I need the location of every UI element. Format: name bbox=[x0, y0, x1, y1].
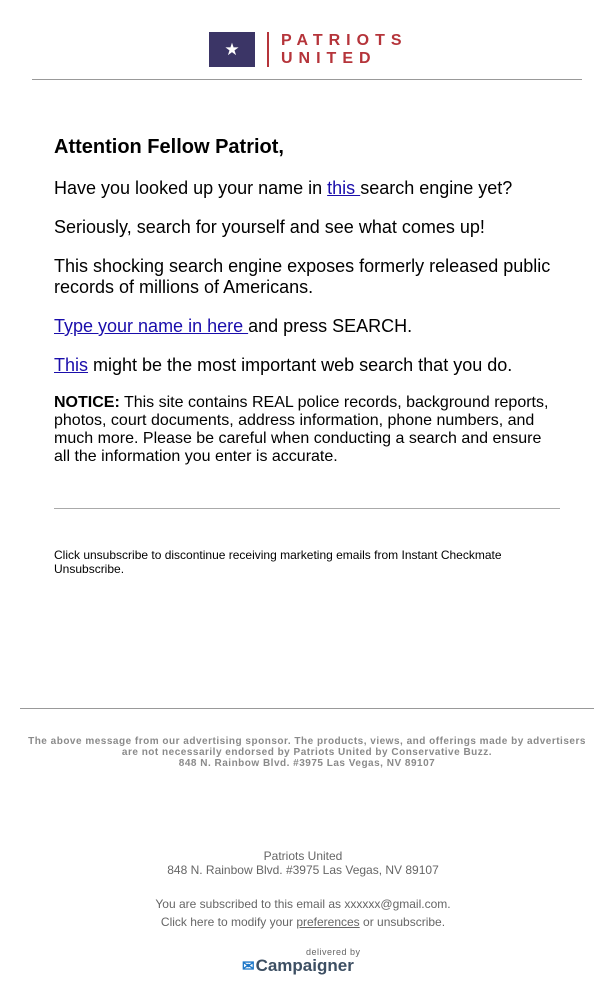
campaigner-badge[interactable] bbox=[0, 947, 606, 977]
sponsor-disclaimer bbox=[20, 736, 594, 769]
p1-text-before: Have you looked up your name in bbox=[54, 178, 328, 198]
header-divider bbox=[32, 79, 582, 80]
type-your-name-link[interactable]: Type your name in here bbox=[54, 316, 249, 336]
this-search-link[interactable]: This bbox=[54, 355, 89, 375]
footer-address: 848 N. Rainbow Blvd. #3975 Las Vegas, NV 89107 bbox=[167, 863, 439, 877]
footer-modify-line bbox=[0, 915, 606, 929]
notice-label: NOTICE: bbox=[54, 394, 120, 411]
footer-org-name: Patriots United bbox=[263, 849, 343, 863]
content-divider bbox=[54, 508, 560, 509]
this-link[interactable]: this bbox=[327, 178, 361, 198]
paragraph-search-yourself: Seriously, search for yourself and see what comes up! bbox=[54, 217, 485, 237]
logo-line-2: UNITED bbox=[281, 50, 377, 67]
logo-divider bbox=[267, 32, 269, 67]
preferences-link[interactable]: preferences bbox=[296, 915, 360, 929]
sponsor-address: 848 N. Rainbow Blvd. #3975 Las Vegas, NV 89107 bbox=[178, 758, 436, 769]
footer-divider bbox=[20, 708, 594, 709]
campaigner-wordmark: Campaigner bbox=[255, 956, 354, 975]
logo-wordmark bbox=[281, 32, 421, 68]
p5-text-after: might be the most important web search that you do. bbox=[88, 355, 513, 375]
footer-subscribed-email: You are subscribed to this email as xxxxxx@gmail.com. bbox=[155, 897, 451, 911]
footer-org-block bbox=[0, 849, 606, 877]
sponsor-text: The above message from our advertising sponsor. The products, views, and offerings made by advertisers are not necessarily endorsed by Patriots United by Conservative Buzz. bbox=[28, 736, 586, 758]
paragraph-type-name bbox=[54, 316, 560, 337]
delivered-by-label: delivered by bbox=[306, 947, 361, 957]
footer-subscription-block bbox=[0, 897, 606, 929]
campaigner-logo bbox=[242, 956, 354, 976]
p4-text-after: and press SEARCH. bbox=[248, 316, 413, 336]
modify-text-before: Click here to modify your bbox=[160, 915, 297, 929]
modify-text-after[interactable]: or unsubscribe. bbox=[359, 915, 446, 929]
unsubscribe-notice[interactable]: Click unsubscribe to discontinue receiving marketing emails from Instant Checkmate Unsubscribe. bbox=[54, 548, 502, 576]
logo-line-1: PATRIOTS bbox=[281, 32, 408, 49]
paragraph-important-search bbox=[54, 355, 560, 376]
patriots-united-logo bbox=[0, 32, 606, 68]
paragraph-search-engine bbox=[54, 178, 560, 199]
notice-text: This site contains REAL police records, background reports, photos, court documents, address information, phone numbers, and much more. Please be careful when conducting a search and ensure all the information you enter is accurate. bbox=[54, 394, 549, 465]
greeting-heading: Attention Fellow Patriot, bbox=[54, 136, 284, 158]
paragraph-shocking-engine: This shocking search engine exposes formerly released public records of millions of Americans. bbox=[54, 256, 551, 297]
p1-text-after: search engine yet? bbox=[360, 178, 513, 198]
notice-paragraph bbox=[54, 394, 560, 466]
star-flag-icon: ★ bbox=[209, 32, 255, 67]
envelope-icon: ✉ bbox=[242, 958, 255, 975]
